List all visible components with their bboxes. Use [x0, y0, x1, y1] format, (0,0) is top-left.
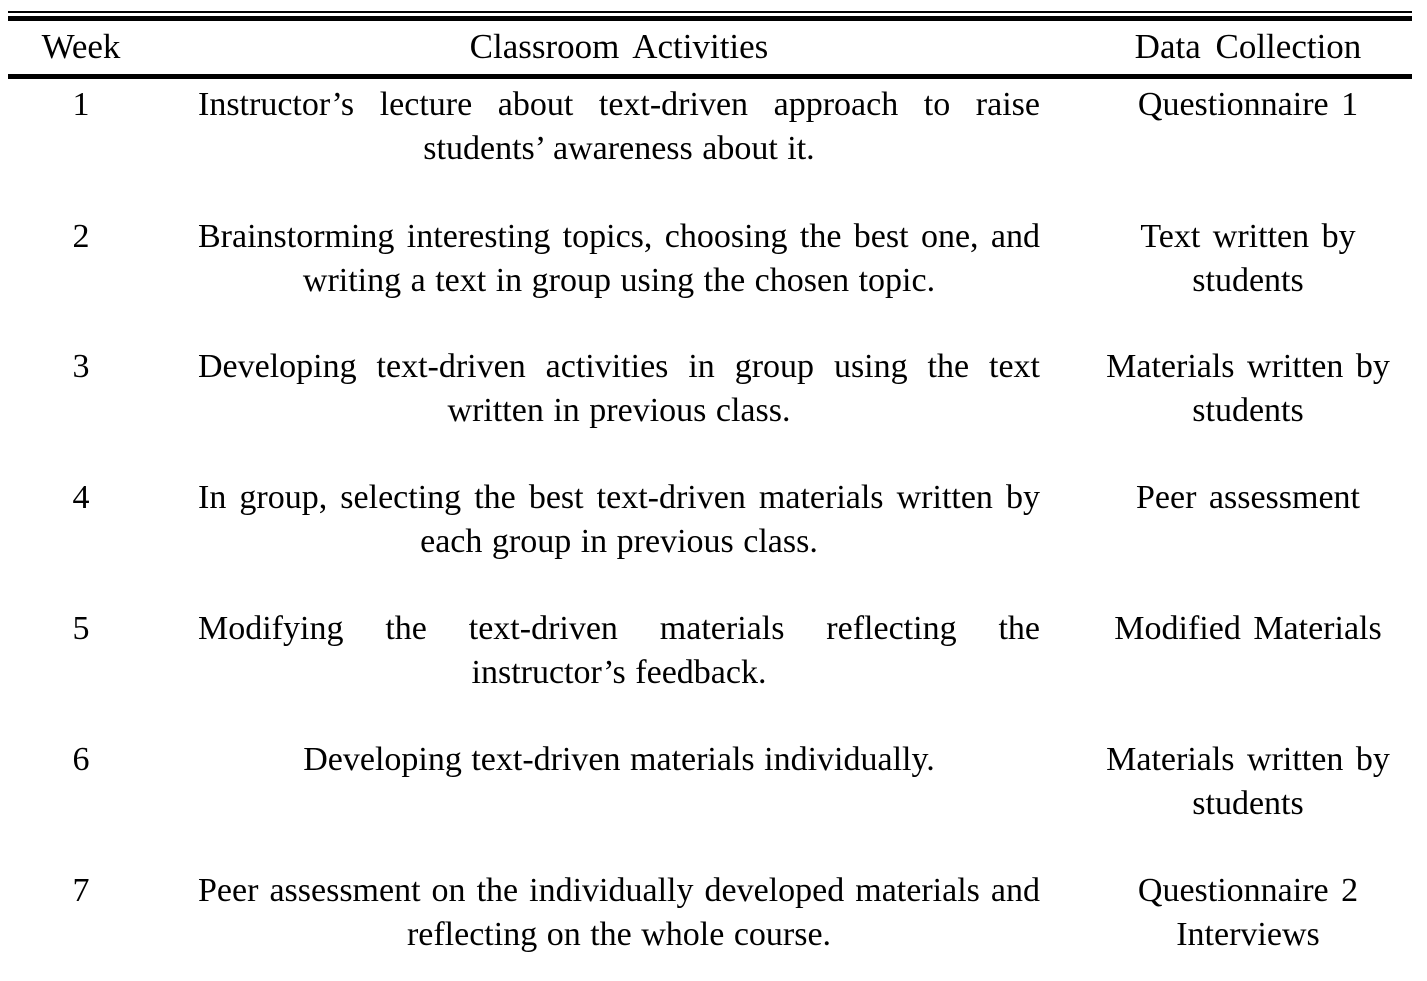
table-row: [8, 738, 1412, 826]
cell-classroom-activities: Peer assessment on the individually developed materials and reflecting on the whole course.: [198, 872, 1040, 953]
table-row: [8, 345, 1412, 433]
cell-data-collection: Modified Materials: [1114, 610, 1382, 647]
cell-classroom-activities: Developing text-driven materials individually.: [303, 741, 935, 778]
table-row: [8, 607, 1412, 695]
top-double-rule: [8, 0, 1412, 21]
cell-data-collection: Text written by students: [1140, 218, 1356, 299]
column-header-classroom-activities: Classroom Activities: [469, 27, 769, 66]
cell-data-collection: Peer assessment: [1135, 479, 1360, 516]
cell-classroom-activities: Instructor’s lecture about text-driven approach to raise students’ awareness about it.: [198, 86, 1040, 167]
column-header-data-collection: Data Collection: [1134, 27, 1362, 66]
schedule-table: [8, 0, 1412, 957]
table-row: [8, 83, 1412, 171]
cell-week: 2: [72, 218, 90, 255]
cell-week: 5: [72, 610, 90, 647]
table-body: [8, 79, 1412, 957]
cell-classroom-activities: Modifying the text-driven materials reflecting the instructor’s feedback.: [198, 610, 1040, 691]
table-row: [8, 215, 1412, 303]
row-spacer: [8, 695, 1412, 738]
column-header-week: Week: [41, 27, 121, 66]
row-spacer: [8, 433, 1412, 476]
cell-week: 1: [72, 86, 90, 123]
table-row: [8, 869, 1412, 957]
table-header-row: [8, 21, 1412, 74]
cell-data-collection: Questionnaire 2 Interviews: [1137, 872, 1359, 953]
cell-data-collection: Materials written by students: [1106, 348, 1390, 429]
row-spacer: [8, 171, 1412, 215]
table-row: [8, 476, 1412, 564]
cell-week: 4: [72, 479, 90, 516]
cell-data-collection: Questionnaire 1: [1137, 86, 1359, 123]
cell-week: 7: [72, 872, 90, 909]
cell-classroom-activities: Brainstorming interesting topics, choosing the best one, and writing a text in group using the chosen topic.: [198, 218, 1040, 299]
cell-classroom-activities: Developing text-driven activities in group using the text written in previous class.: [198, 348, 1040, 429]
cell-week: 3: [72, 348, 90, 385]
row-spacer: [8, 303, 1412, 345]
row-spacer: [8, 826, 1412, 869]
cell-week: 6: [72, 741, 90, 778]
row-spacer: [8, 564, 1412, 607]
cell-data-collection: Materials written by students: [1106, 741, 1390, 822]
cell-classroom-activities: In group, selecting the best text-driven materials written by each group in previous class.: [198, 479, 1040, 560]
